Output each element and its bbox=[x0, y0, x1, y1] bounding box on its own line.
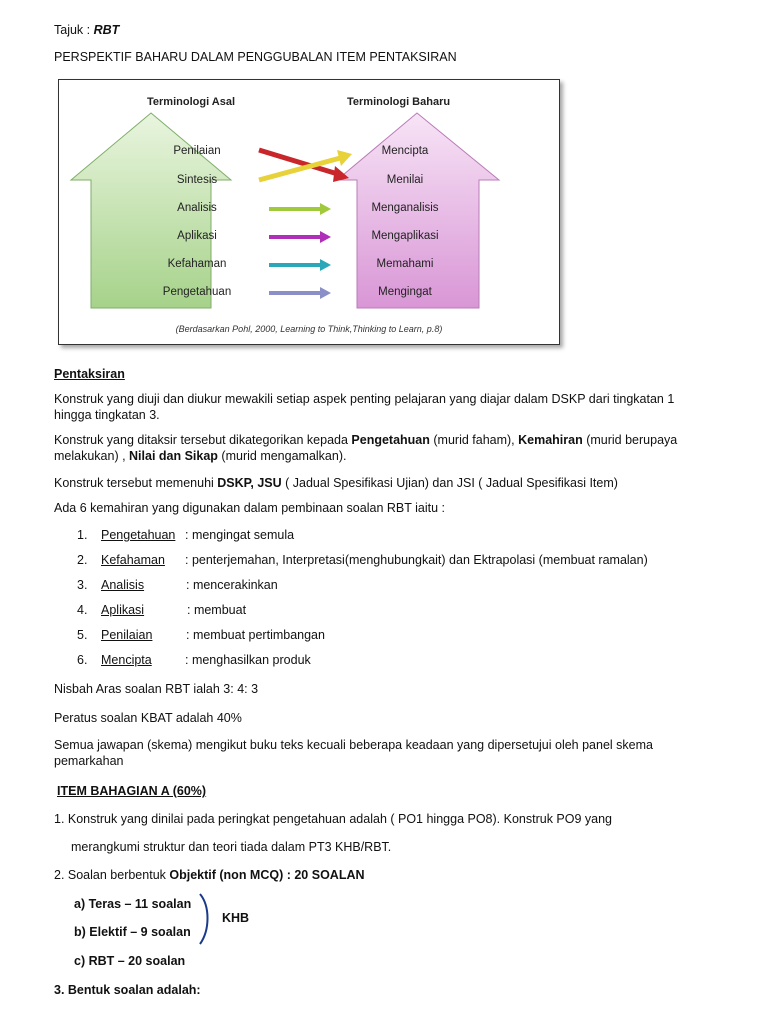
item1-line1: 1. Konstruk yang dinilai pada peringkat pengetahuan adalah ( PO1 hingga PO8). Konstruk PO9 yang bbox=[54, 812, 613, 826]
skill-num: 4. bbox=[77, 603, 88, 617]
skill-term: Aplikasi bbox=[101, 603, 145, 617]
sub-item-teras: a) Teras – 11 soalan bbox=[74, 897, 192, 911]
p3-dskp-jsu: DSKP, JSU bbox=[217, 476, 282, 490]
new-terms-heading: Terminologi Baharu bbox=[347, 96, 451, 108]
page-title: PERSPEKTIF BAHARU DALAM PENGGUBALAN ITEM PENTAKSIRAN bbox=[54, 50, 457, 64]
item2-line bbox=[54, 867, 365, 883]
item3-line: 3. Bentuk soalan adalah: bbox=[54, 983, 201, 997]
skill-num: 3. bbox=[77, 578, 88, 592]
item2-bold: Objektif (non MCQ) : 20 SOALAN bbox=[169, 868, 365, 882]
nisbah-note: Nisbah Aras soalan RBT ialah 3: 4: 3 bbox=[54, 682, 259, 696]
skill-desc: : mengingat semula bbox=[185, 528, 295, 542]
skill-desc: : membuat bbox=[187, 603, 247, 617]
new-term-mencipta: Mencipta bbox=[381, 145, 429, 157]
skill-num: 5. bbox=[77, 628, 88, 642]
old-term-kefahaman: Kefahaman bbox=[167, 258, 227, 270]
pentaksiran-p2 bbox=[54, 432, 694, 464]
old-term-penilaian: Penilaian bbox=[173, 145, 221, 157]
p2-end: (murid mengamalkan). bbox=[217, 449, 347, 463]
pentaksiran-p3 bbox=[54, 475, 618, 491]
skill-term: Mencipta bbox=[101, 653, 152, 667]
item2-pre: 2. Soalan berbentuk bbox=[54, 868, 170, 882]
sub-item-rbt: c) RBT – 20 soalan bbox=[74, 954, 186, 968]
semua-note: Semua jawapan (skema) mengikut buku teks kecuali beberapa keadaan yang dipersetujui oleh panel skema pemarkahan bbox=[54, 738, 653, 768]
khb-label: KHB bbox=[222, 911, 250, 925]
tajuk-line bbox=[54, 22, 119, 38]
pentaksiran-heading: Pentaksiran bbox=[54, 367, 125, 381]
figure-caption: (Berdasarkan Pohl, 2000, Learning to Think,Thinking to Learn, p.8) bbox=[175, 324, 443, 334]
terminology-diagram bbox=[59, 80, 559, 344]
old-term-aplikasi: Aplikasi bbox=[177, 230, 217, 242]
new-term-menilai: Menilai bbox=[386, 174, 424, 186]
old-term-pengetahuan: Pengetahuan bbox=[162, 286, 232, 298]
skill-num: 1. bbox=[77, 528, 88, 542]
arrow-pengetahuan bbox=[269, 287, 331, 299]
skill-num: 6. bbox=[77, 653, 88, 667]
skill-term: Analisis bbox=[101, 578, 145, 592]
arrow-aplikasi bbox=[269, 231, 331, 243]
old-term-sintesis: Sintesis bbox=[176, 174, 218, 186]
tajuk-label: Tajuk : bbox=[54, 23, 94, 37]
peratus-note: Peratus soalan KBAT adalah 40% bbox=[54, 711, 242, 725]
p2-kemahiran: Kemahiran bbox=[518, 433, 583, 447]
skill-num: 2. bbox=[77, 553, 88, 567]
p3-end: ( Jadual Spesifikasi Ujian) dan JSI ( Jadual Spesifikasi Item) bbox=[281, 476, 618, 490]
p2-pengetahuan: Pengetahuan bbox=[351, 433, 430, 447]
skill-desc: : membuat pertimbangan bbox=[186, 628, 325, 642]
pentaksiran-p4: Ada 6 kemahiran yang digunakan dalam pembinaan soalan RBT iaitu : bbox=[54, 501, 445, 515]
arrow-kefahaman bbox=[269, 259, 331, 271]
skill-term: Pengetahuan bbox=[101, 528, 176, 542]
p2-m2: (murid berupaya melakukan) , bbox=[54, 433, 678, 463]
arrow-analisis bbox=[269, 203, 331, 215]
skill-desc: : menghasilkan produk bbox=[185, 653, 311, 667]
sub-item-elektif: b) Elektif – 9 soalan bbox=[74, 925, 191, 939]
skill-term: Kefahaman bbox=[101, 553, 165, 567]
pentaksiran-p1: Konstruk yang diuji dan diukur mewakili setiap aspek penting pelajaran yang diajar dalam DSKP dari tingkatan 1 hingga tingkatan 3. bbox=[54, 392, 675, 422]
skill-desc: : mencerakinkan bbox=[186, 578, 278, 592]
tajuk-value: RBT bbox=[93, 23, 120, 37]
bahagian-a-heading: ITEM BAHAGIAN A (60%) bbox=[57, 784, 207, 798]
p2-pre: Konstruk yang ditaksir tersebut dikategorikan kepada bbox=[54, 433, 352, 447]
p2-m1: (murid faham), bbox=[429, 433, 519, 447]
new-term-mengingat: Mengingat bbox=[378, 286, 432, 298]
old-terms-heading: Terminologi Asal bbox=[147, 96, 236, 108]
new-term-memahami: Memahami bbox=[376, 258, 434, 270]
old-term-analisis: Analisis bbox=[177, 202, 217, 214]
skill-desc: : penterjemahan, Interpretasi(menghubungkait) dan Ektrapolasi (membuat ramalan) bbox=[185, 553, 648, 567]
item1-line2: merangkumi struktur dan teori tiada dalam PT3 KHB/RBT. bbox=[71, 840, 392, 854]
p2-nilai-sikap: Nilai dan Sikap bbox=[129, 449, 218, 463]
terminology-figure bbox=[58, 79, 560, 345]
new-term-menganalisis: Menganalisis bbox=[371, 202, 439, 214]
new-term-mengaplikasi: Mengaplikasi bbox=[371, 230, 439, 242]
p3-pre: Konstruk tersebut memenuhi bbox=[54, 476, 218, 490]
skill-term: Penilaian bbox=[101, 628, 153, 642]
brace-bracket bbox=[196, 892, 216, 946]
